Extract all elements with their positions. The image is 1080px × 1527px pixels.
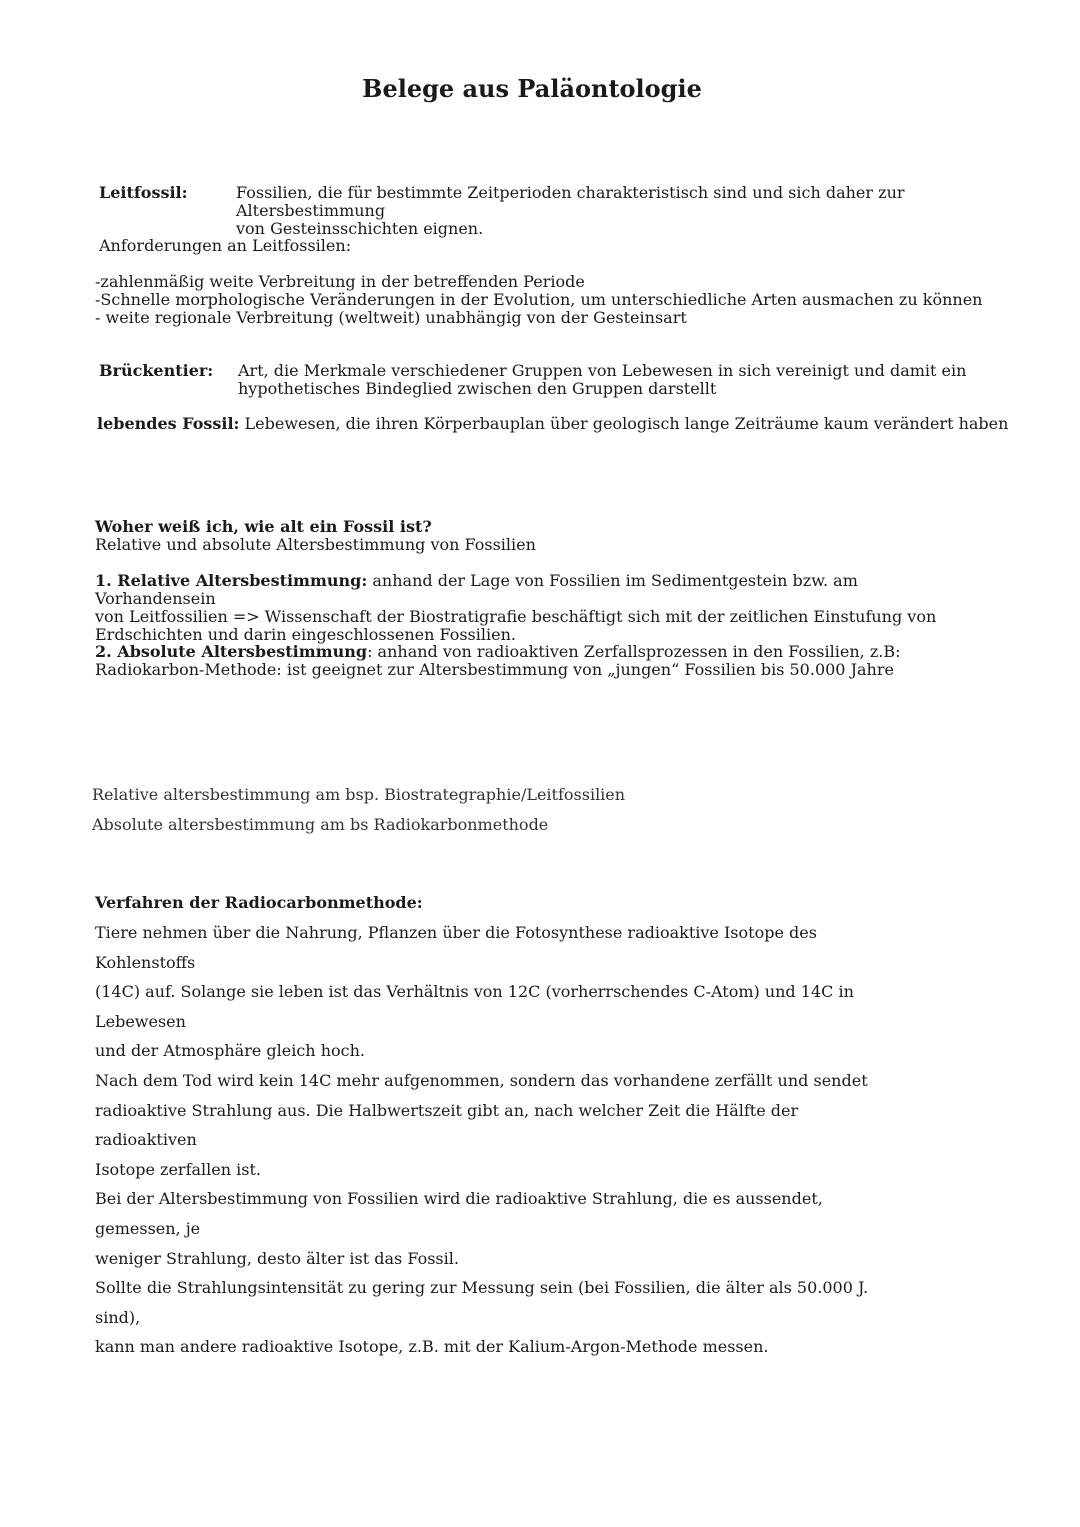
definition-leitfossil (236, 184, 1016, 238)
relative-text: von Leitfossilien => Wissenschaft der Biostratigrafie beschäftigt sich mit der zeitlichen Einstufung von (95, 607, 937, 626)
absolute-text: : anhand von radioaktiven Zerfallsprozessen in den Fossilien, z.B: (367, 642, 901, 661)
paragraph-line: und der Atmosphäre gleich hoch. (95, 1041, 365, 1061)
absolute-altersbestimmung (95, 643, 975, 679)
definition-line: Art, die Merkmale verschiedener Gruppen von Lebewesen in sich vereinigt und damit ein (238, 361, 967, 380)
list-item: -Schnelle morphologische Veränderungen in der Evolution, um unterschiedliche Arten ausmachen zu können (95, 290, 983, 309)
section-subtitle: Relative und absolute Altersbestimmung von Fossilien (95, 535, 536, 554)
paragraph-line: Sollte die Strahlungsintensität zu gering zur Messung sein (bei Fossilien, die älter als 50.000 J. sind), (95, 1278, 869, 1327)
note-line: Absolute altersbestimmung am bs Radiokarbonmethode (92, 815, 549, 834)
list-item: - weite regionale Verbreitung (weltweit) unabhängig von der Gesteinsart (95, 308, 687, 327)
verfahren-paragraph (95, 918, 895, 1362)
paragraph-line: (14C) auf. Solange sie leben ist das Verhältnis von 12C (vorherrschendes C-Atom) und 14C in Lebewesen (95, 982, 854, 1031)
definition-lebendes-fossil (97, 415, 1008, 433)
section-heading: Woher weiß ich, wie alt ein Fossil ist? (95, 517, 432, 536)
anforderungen-list (95, 273, 982, 327)
relative-altersbestimmung (95, 572, 975, 644)
definition-line: Fossilien, die für bestimmte Zeitperioden charakteristisch sind und sich daher zur Altersbestimmung (236, 183, 905, 220)
paragraph-line: kann man andere radioaktive Isotope, z.B. mit der Kalium-Argon-Methode messen. (95, 1337, 769, 1357)
term-brueckentier: Brückentier: (99, 361, 214, 380)
relative-label: 1. Relative Altersbestimmung: (95, 571, 368, 590)
relative-text: Erdschichten und darin eingeschlossenen Fossilien. (95, 625, 516, 644)
paragraph-line: Nach dem Tod wird kein 14C mehr aufgenommen, sondern das vorhandene zerfällt und sendet (95, 1070, 868, 1090)
term-lebendes-fossil: lebendes Fossil: (97, 414, 240, 433)
paragraph-line: weniger Strahlung, desto älter ist das Fossil. (95, 1248, 459, 1268)
paragraph-line: Isotope zerfallen ist. (95, 1159, 261, 1179)
verfahren-heading: Verfahren der Radiocarbonmethode: (95, 893, 423, 912)
anforderungen-heading: Anforderungen an Leitfossilen: (99, 236, 352, 255)
term-leitfossil: Leitfossil: (99, 183, 188, 202)
definition-text: Lebewesen, die ihren Körperbauplan über geologisch lange Zeiträume kaum verändert haben (244, 414, 1009, 433)
relative-text: anhand der Lage von Fossilien im Sedimentgestein bzw. am Vorhandensein (95, 571, 858, 608)
list-item: -zahlenmäßig weite Verbreitung in der betreffenden Periode (95, 272, 585, 291)
alter-section (95, 518, 536, 554)
definition-brueckentier (238, 362, 998, 398)
paragraph-line: Tiere nehmen über die Nahrung, Pflanzen über die Fotosynthese radioaktive Isotope des Kohlenstoffs (95, 923, 817, 972)
page-title: Belege aus Paläontologie (362, 74, 702, 103)
absolute-text: Radiokarbon-Methode: ist geeignet zur Altersbestimmung von „jungen“ Fossilien bis 50.000 Jahre (95, 660, 894, 679)
paragraph-line: Bei der Altersbestimmung von Fossilien wird die radioaktive Strahlung, die es aussendet, gemessen, je (95, 1189, 823, 1238)
note-line: Relative altersbestimmung am bsp. Biostrategraphie/Leitfossilien (92, 785, 626, 804)
paragraph-line: radioaktive Strahlung aus. Die Halbwertszeit gibt an, nach welcher Zeit die Hälfte der radioaktiven (95, 1100, 799, 1150)
definition-line: hypothetisches Bindeglied zwischen den Gruppen darstellt (238, 379, 717, 398)
absolute-label: 2. Absolute Altersbestimmung (95, 642, 368, 661)
definition-line: von Gesteinsschichten eignen. (236, 219, 484, 238)
